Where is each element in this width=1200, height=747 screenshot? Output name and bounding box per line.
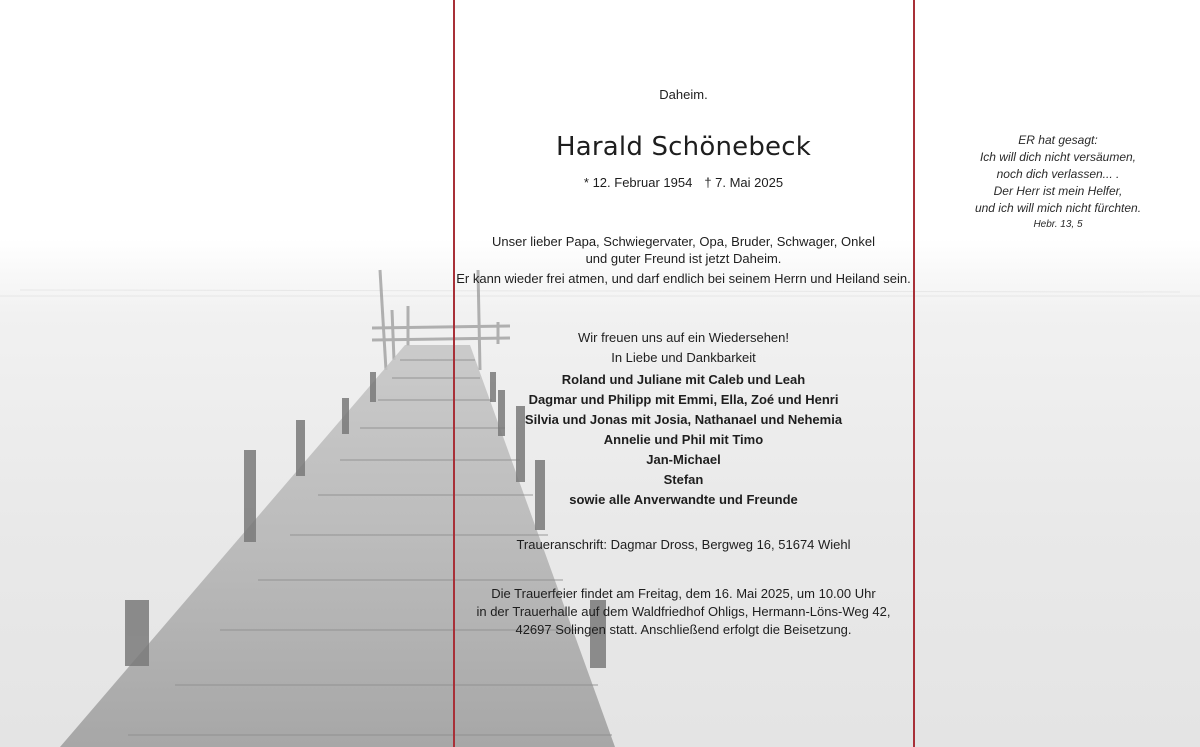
message-line: Unser lieber Papa, Schwiegervater, Opa, Bruder, Schwager, Onkel: [492, 234, 875, 249]
mourner-line: Stefan: [663, 472, 704, 487]
thanks-text: In Liebe und Dankbarkeit: [611, 350, 756, 365]
obituary-panel: [455, 0, 912, 747]
mourning-address: Traueranschrift: Dagmar Dross, Bergweg 16, 51674 Wiehl: [516, 537, 851, 552]
death-date: † 7. Mai 2025: [704, 175, 784, 190]
service-line: 42697 Solingen statt. Anschließend erfolgt die Beisetzung.: [515, 622, 852, 637]
verse-reference: Hebr. 13, 5: [1033, 219, 1083, 230]
mourner-line: Annelie und Phil mit Timo: [603, 432, 764, 447]
right-fold-line: [913, 0, 915, 747]
service-line: Die Trauerfeier findet am Freitag, dem 16. Mai 2025, um 10.00 Uhr: [491, 586, 876, 601]
bible-verse: [945, 132, 1171, 233]
farewell-text: Wir freuen uns auf ein Wiedersehen!: [578, 330, 789, 345]
obituary-message: [455, 233, 912, 267]
deceased-name: Harald Schönebeck: [555, 132, 811, 162]
mourner-line: Silvia und Jonas mit Josia, Nathanael und Nehemia: [524, 412, 843, 427]
mourner-line: sowie alle Anverwandte und Freunde: [569, 492, 798, 507]
verse-line: ER hat gesagt:: [1018, 133, 1098, 147]
mourner-line: Jan-Michael: [646, 452, 721, 467]
mourner-line: Dagmar und Philipp mit Emmi, Ella, Zoé und Henri: [528, 392, 839, 407]
mourners-list: [455, 370, 912, 510]
message-line: und guter Freund ist jetzt Daheim.: [585, 251, 782, 266]
verse-line: Ich will dich nicht versäumen,: [979, 150, 1137, 164]
verse-line: noch dich verlassen... .: [996, 167, 1120, 181]
life-dates: [455, 175, 912, 190]
verse-line: und ich will mich nicht fürchten.: [974, 201, 1142, 215]
verse-line: Der Herr ist mein Helfer,: [993, 184, 1123, 198]
birth-date: * 12. Februar 1954: [583, 175, 693, 190]
mourner-line: Roland und Juliane mit Caleb und Leah: [561, 372, 806, 387]
obituary-message-second: Er kann wieder frei atmen, und darf endlich bei seinem Herrn und Heiland sein.: [456, 271, 911, 286]
funeral-service-info: [455, 585, 912, 639]
service-line: in der Trauerhalle auf dem Waldfriedhof Ohligs, Hermann-Löns-Weg 42,: [476, 604, 891, 619]
motto: Daheim.: [659, 87, 708, 102]
